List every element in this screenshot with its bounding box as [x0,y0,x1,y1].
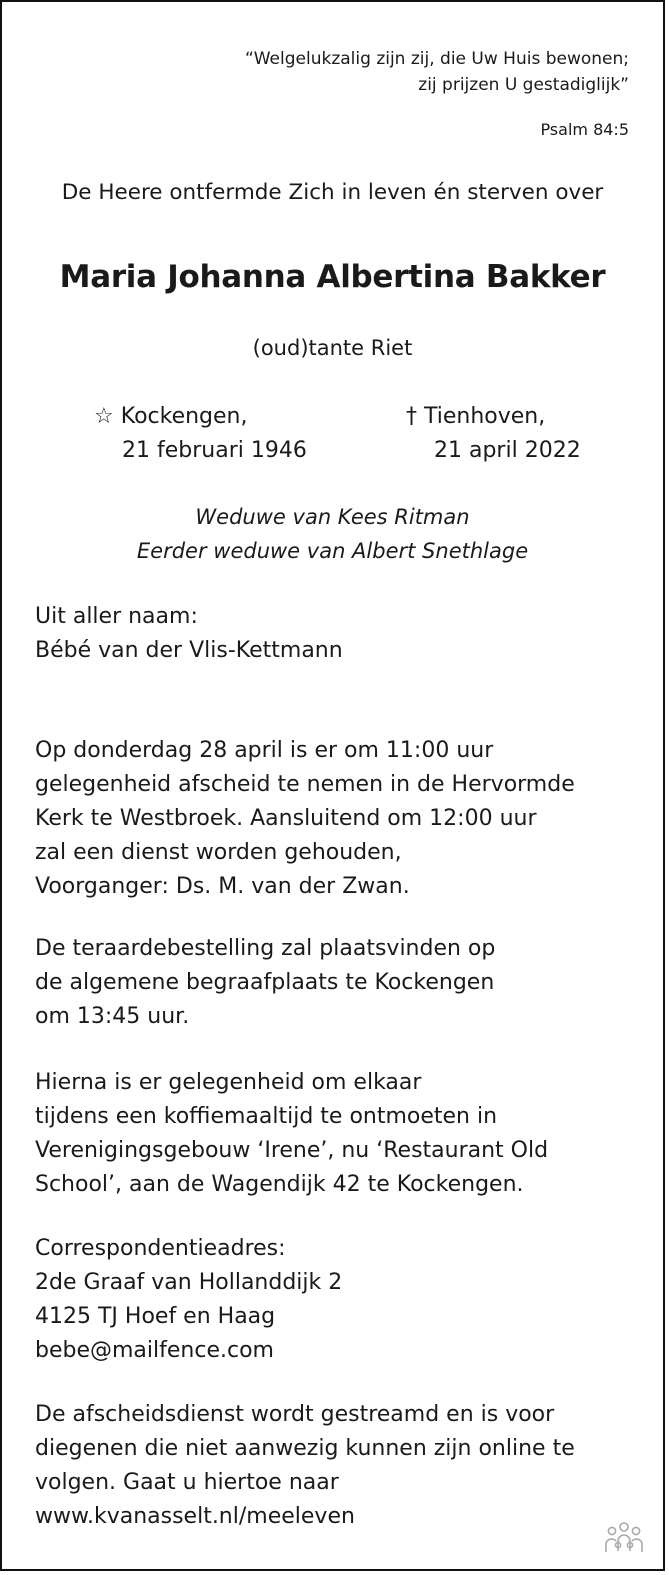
coffee-paragraph [35,1066,548,1202]
paragraph-line: om 13:45 uur. [35,1004,190,1029]
psalm-quote [245,46,629,98]
stream-paragraph [35,1398,575,1534]
paragraph-line: Voorganger: Ds. M. van der Zwan. [35,874,410,899]
death-info [406,400,581,468]
paragraph-line: School’, aan de Wagendijk 42 te Kockengen. [35,1172,524,1197]
star-icon: ☆ [94,404,114,429]
paragraph-line: De afscheidsdienst wordt gestreamd en is voor [35,1402,555,1427]
sign-off-line: Uit aller naam: [35,604,198,629]
email-address: bebe@mailfence.com [35,1338,274,1363]
cross-icon: † [406,404,417,429]
spouse-line: Eerder weduwe van Albert Snethlage [136,539,529,563]
spouse-line: Weduwe van Kees Ritman [195,505,470,529]
paragraph-line: Hierna is er gelegenheid om elkaar [35,1070,422,1095]
deceased-name: Maria Johanna Albertina Bakker [59,259,606,295]
birth-date: 21 februari 1946 [122,438,307,463]
burial-paragraph [35,932,495,1034]
psalm-quote-line: zij prijzen U gestadiglijk” [418,75,629,95]
paragraph-line: tijdens een koffiemaaltijd te ontmoeten in [35,1104,498,1129]
paragraph-line: Op donderdag 28 april is er om 11:00 uur [35,738,494,763]
address-label: Correspondentieadres: [35,1236,286,1261]
sign-off [35,600,343,668]
stream-url: www.kvanasselt.nl/meeleven [35,1504,355,1529]
paragraph-line: Verenigingsgebouw ‘Irene’, nu ‘Restaurant Old [35,1138,549,1163]
paragraph-line: de algemene begraafplaats te Kockengen [35,970,495,995]
paragraph-line: diegenen die niet aanwezig kunnen zijn online te [35,1436,575,1461]
psalm-reference: Psalm 84:5 [540,120,629,139]
paragraph-line: zal een dienst worden gehouden, [35,840,402,865]
intro-line: De Heere ontfermde Zich in leven én sterven over [61,180,604,205]
correspondence-address [35,1232,342,1368]
paragraph-line: gelegenheid afscheid te nemen in de Hervormde [35,772,575,797]
psalm-quote-line: “Welgelukzalig zijn zij, die Uw Huis bewonen; [244,49,629,69]
paragraph-line: De teraardebestelling zal plaatsvinden op [35,936,496,961]
death-date: 21 april 2022 [434,438,581,463]
address-city: 4125 TJ Hoef en Haag [35,1304,276,1329]
spouse-info [2,500,663,568]
sign-off-line: Bébé van der Vlis-Kettmann [35,638,343,663]
deceased-nickname: (oud)tante Riet [252,336,413,360]
death-place: Tienhoven, [424,404,546,429]
ceremony-paragraph [35,734,575,904]
paragraph-line: Kerk te Westbroek. Aansluitend om 12:00 uur [35,806,537,831]
family-people-icon [601,1521,647,1555]
birth-place: Kockengen, [120,404,248,429]
paragraph-line: volgen. Gaat u hiertoe naar [35,1470,339,1495]
address-street: 2de Graaf van Hollanddijk 2 [35,1270,343,1295]
birth-info [94,400,307,468]
